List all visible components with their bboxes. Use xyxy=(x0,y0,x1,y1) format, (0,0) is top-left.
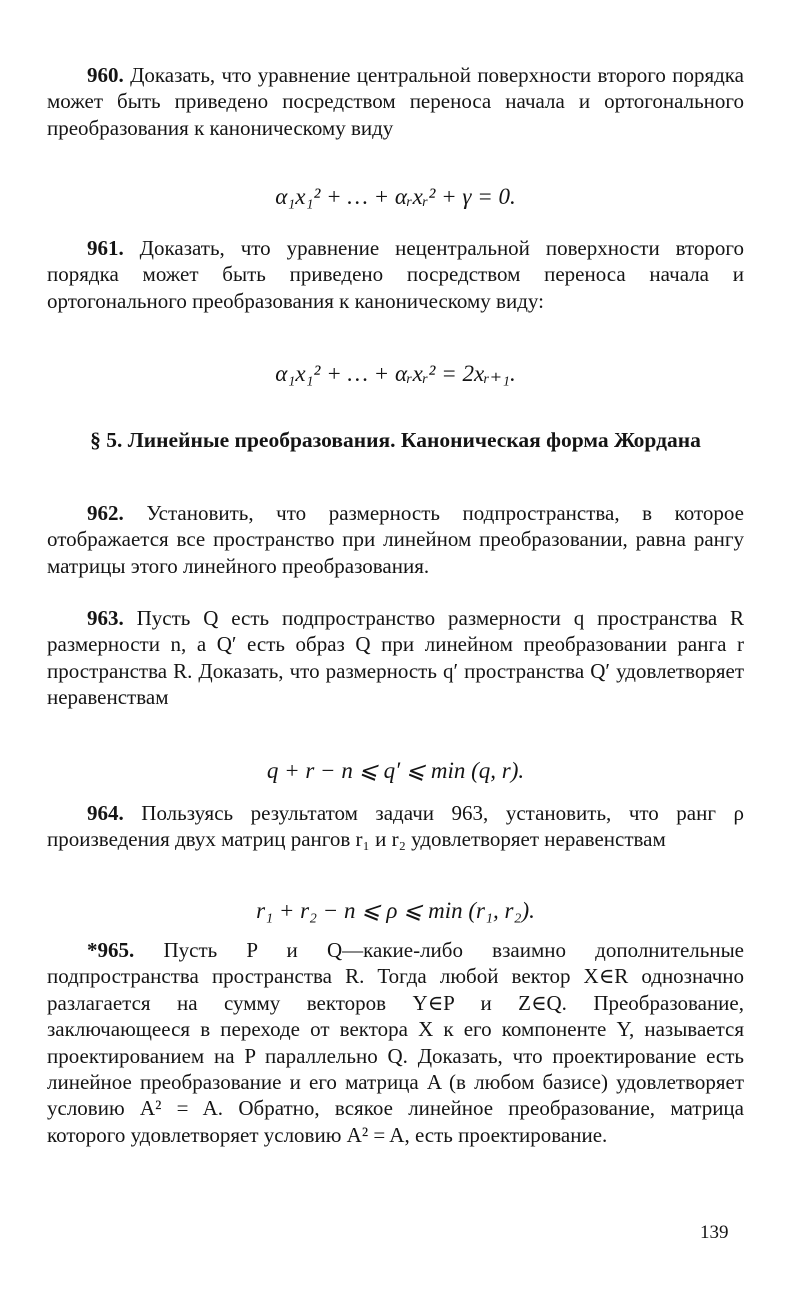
problem-text: Пользуясь результатом задачи 963, установить, что ранг ρ произведения двух матриц рангов r₁ и r₂ удовлетворяет неравенствам xyxy=(47,801,744,852)
formula-963: q + r − n ⩽ q′ ⩽ min (q, r). xyxy=(266,758,525,783)
section-heading: § 5. Линейные преобразования. Каноническая форма Жордана xyxy=(90,428,701,452)
problem-962 xyxy=(47,500,744,579)
problem-number: 962. xyxy=(87,501,124,525)
problem-965 xyxy=(47,937,744,1148)
problem-number: *965. xyxy=(87,938,135,962)
formula-960: α₁x₁² + … + αᵣxᵣ² + γ = 0. xyxy=(275,184,516,209)
problem-960 xyxy=(47,62,744,141)
problem-963 xyxy=(47,605,744,711)
page-number: 139 xyxy=(700,1222,729,1243)
problem-number: 963. xyxy=(87,606,124,630)
problem-text: Пусть Q есть подпространство размерности q пространства R размерности n, а Q′ есть образ Q при линейном преобразовании ранга r пространства R. Доказать, что размерность q′ пространства Q′ удовлетворяет неравенствам xyxy=(47,606,745,710)
problem-number: 964. xyxy=(87,801,124,825)
problem-number: 961. xyxy=(87,236,124,260)
formula-961: α₁x₁² + … + αᵣxᵣ² = 2xᵣ₊₁. xyxy=(275,361,516,386)
formula-964: r₁ + r₂ − n ⩽ ρ ⩽ min (r₁, r₂). xyxy=(256,898,535,923)
problem-964 xyxy=(47,800,744,853)
problem-number: 960. xyxy=(87,63,124,87)
problem-text: Доказать, что уравнение нецентральной поверхности второго порядка может быть приведено посредством переноса начала и ортогонального преобразования к каноническому виду: xyxy=(47,236,744,313)
problem-961 xyxy=(47,235,744,314)
problem-text: Установить, что размерность подпространства, в которое отображается все пространство при линейном преобразовании, равна рангу матрицы этого линейного преобразования. xyxy=(47,501,744,578)
problem-text: Доказать, что уравнение центральной поверхности второго порядка может быть приведено посредством переноса начала и ортогонального преобразования к каноническому виду xyxy=(47,63,744,140)
problem-text: Пусть P и Q—какие-либо взаимно дополнительные подпространства пространства R. Тогда любой вектор X∈R однозначно разлагается на сумму векторов Y∈P и Z∈Q. Преобразование, заключающееся в переходе от вектора X к его компоненте Y, называется проектированием на P параллельно Q. Доказать, что проектирование есть линейное преобразование и его матрица A (в любом базисе) удовлетворяет условию A² = A. Обратно, всякое линейное преобразование, матрица которого удовлетворяет условию A² = A, есть проектирование. xyxy=(47,938,744,1147)
